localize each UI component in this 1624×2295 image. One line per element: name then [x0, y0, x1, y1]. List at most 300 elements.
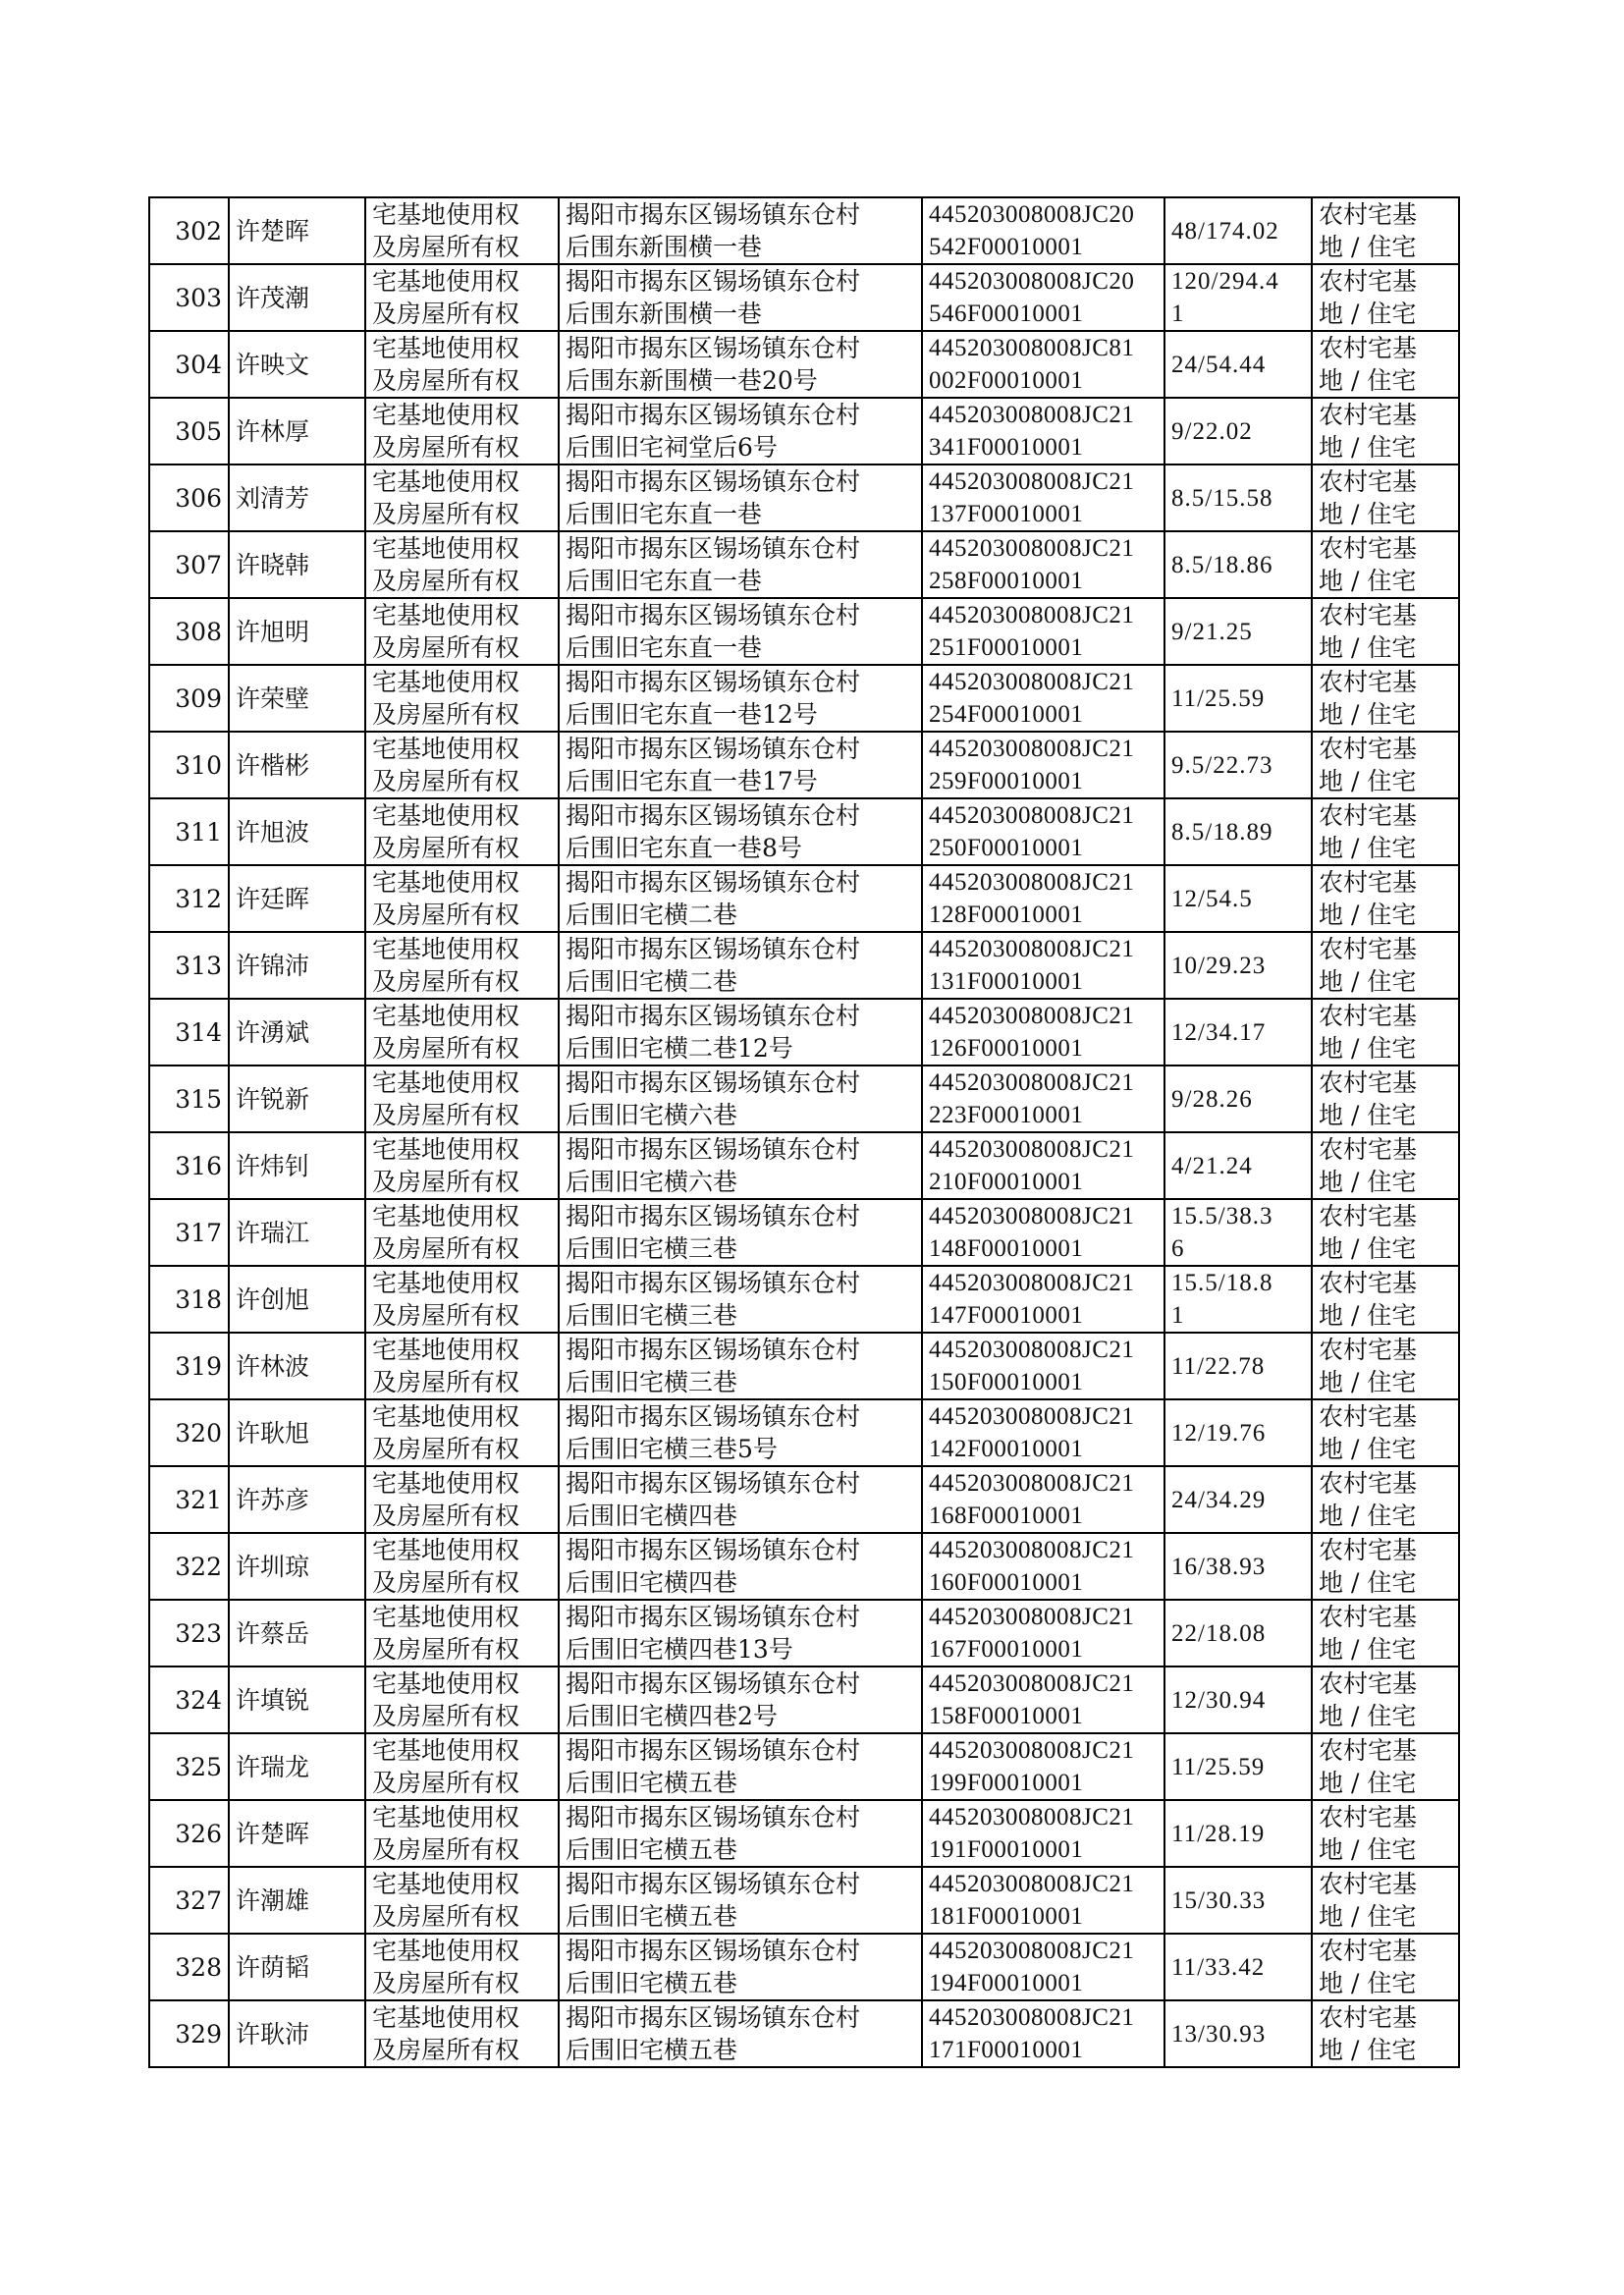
land-use-line: 地 / 住宅	[1319, 1101, 1417, 1129]
property-address	[559, 598, 922, 665]
property-address	[559, 1867, 922, 1934]
land-use-line: 地 / 住宅	[1319, 967, 1417, 996]
area-value	[1164, 197, 1312, 264]
area-value	[1164, 2000, 1312, 2067]
area-value-line: 11/33.42	[1171, 1953, 1266, 1981]
unit-code-line: 445203008008JC21	[929, 736, 1135, 762]
table-row	[149, 732, 1459, 798]
area-value-line: 6	[1171, 1235, 1185, 1262]
owner-name: 许林厚	[229, 398, 365, 464]
owner-name: 许潮雄	[229, 1867, 365, 1934]
row-number: 327	[149, 1867, 229, 1934]
table-row	[149, 197, 1459, 264]
property-address-line: 后围旧宅横三巷5号	[566, 1435, 778, 1463]
land-use-line: 地 / 住宅	[1319, 567, 1417, 595]
right-type-line: 及房屋所有权	[372, 1502, 520, 1530]
unit-code-line: 137F00010001	[929, 501, 1084, 527]
land-use	[1312, 1800, 1459, 1867]
unit-code-line: 160F00010001	[929, 1569, 1084, 1596]
area-value-line: 48/174.02	[1171, 217, 1279, 245]
land-use-line: 地 / 住宅	[1319, 1835, 1417, 1864]
land-use-line: 农村宅基	[1319, 1002, 1418, 1030]
area-value-line: 15/30.33	[1171, 1886, 1267, 1914]
right-type-line: 宅基地使用权	[372, 1536, 520, 1564]
land-use-line: 农村宅基	[1319, 1937, 1418, 1965]
property-address-line: 揭阳市揭东区锡场镇东仓村	[566, 1402, 861, 1431]
right-type	[365, 1800, 559, 1867]
area-value-line: 120/294.4	[1171, 268, 1279, 295]
right-type-line: 宅基地使用权	[372, 1469, 520, 1498]
table-row	[149, 798, 1459, 865]
right-type	[365, 531, 559, 598]
unit-code-line: 445203008008JC21	[929, 535, 1135, 562]
property-address-line: 揭阳市揭东区锡场镇东仓村	[566, 334, 861, 362]
unit-code-line: 445203008008JC21	[929, 1604, 1135, 1630]
area-value-line: 11/28.19	[1171, 1820, 1266, 1847]
property-address	[559, 1533, 922, 1600]
area-value	[1164, 531, 1312, 598]
property-address-line: 后围旧宅东直一巷12号	[566, 700, 818, 729]
property-address-line: 揭阳市揭东区锡场镇东仓村	[566, 534, 861, 563]
land-use	[1312, 1934, 1459, 2000]
unit-code-line: 445203008008JC21	[929, 1670, 1135, 1697]
right-type-line: 及房屋所有权	[372, 1769, 520, 1797]
land-use-line: 地 / 住宅	[1319, 767, 1417, 795]
area-value	[1164, 264, 1312, 331]
owner-name: 许旭明	[229, 598, 365, 665]
right-type-line: 宅基地使用权	[372, 601, 520, 629]
unit-code-line: 445203008008JC81	[929, 335, 1135, 361]
property-address-line: 后围旧宅横四巷2号	[566, 1702, 778, 1730]
unit-code-line: 445203008008JC21	[929, 1871, 1135, 1897]
right-type	[365, 999, 559, 1066]
land-use	[1312, 1533, 1459, 1600]
row-number: 310	[149, 732, 229, 798]
unit-code	[922, 1600, 1164, 1667]
area-value	[1164, 798, 1312, 865]
property-address	[559, 732, 922, 798]
property-address-line: 揭阳市揭东区锡场镇东仓村	[566, 1803, 861, 1831]
land-use-line: 农村宅基	[1319, 668, 1418, 696]
unit-code	[922, 331, 1164, 398]
owner-name: 许锦沛	[229, 932, 365, 999]
land-use-line: 农村宅基	[1319, 267, 1418, 296]
unit-code	[922, 1667, 1164, 1733]
unit-code-line: 128F00010001	[929, 902, 1084, 928]
property-address	[559, 1066, 922, 1132]
table-row	[149, 1600, 1459, 1667]
area-value-line: 24/54.44	[1171, 351, 1267, 378]
unit-code	[922, 1934, 1164, 2000]
property-address	[559, 1600, 922, 1667]
unit-code-line: 445203008008JC21	[929, 1337, 1135, 1363]
right-type	[365, 197, 559, 264]
property-address-line: 揭阳市揭东区锡场镇东仓村	[566, 1870, 861, 1898]
area-value	[1164, 665, 1312, 732]
right-type-line: 宅基地使用权	[372, 2003, 520, 2032]
owner-name: 许旭波	[229, 798, 365, 865]
land-use	[1312, 331, 1459, 398]
property-address-line: 揭阳市揭东区锡场镇东仓村	[566, 868, 861, 897]
right-type-line: 宅基地使用权	[372, 334, 520, 362]
unit-code-line: 250F00010001	[929, 835, 1084, 861]
unit-code-line: 199F00010001	[929, 1770, 1084, 1796]
right-type-line: 宅基地使用权	[372, 1870, 520, 1898]
unit-code-line: 445203008008JC20	[929, 268, 1135, 295]
property-address-line: 后围旧宅横四巷13号	[566, 1635, 793, 1664]
row-number: 321	[149, 1466, 229, 1533]
area-value	[1164, 1733, 1312, 1800]
unit-code	[922, 531, 1164, 598]
property-address-line: 揭阳市揭东区锡场镇东仓村	[566, 1736, 861, 1765]
unit-code-line: 445203008008JC21	[929, 1537, 1135, 1563]
right-type-line: 及房屋所有权	[372, 1234, 520, 1263]
right-type-line: 及房屋所有权	[372, 1568, 520, 1597]
row-number: 315	[149, 1066, 229, 1132]
area-value	[1164, 865, 1312, 932]
property-address-line: 后围旧宅东直一巷17号	[566, 767, 818, 795]
land-use-line: 农村宅基	[1319, 1269, 1418, 1297]
area-value-line: 12/30.94	[1171, 1686, 1267, 1714]
land-use	[1312, 1867, 1459, 1934]
right-type-line: 及房屋所有权	[372, 1702, 520, 1730]
right-type-line: 及房屋所有权	[372, 1101, 520, 1129]
unit-code-line: 147F00010001	[929, 1302, 1084, 1329]
land-use-line: 农村宅基	[1319, 935, 1418, 963]
right-type	[365, 732, 559, 798]
right-type-line: 及房屋所有权	[372, 500, 520, 528]
area-value-line: 15.5/18.8	[1171, 1270, 1273, 1296]
unit-code-line: 251F00010001	[929, 634, 1084, 661]
land-use-line: 地 / 住宅	[1319, 1635, 1417, 1664]
unit-code-line: 445203008008JC21	[929, 1003, 1135, 1029]
owner-name: 许圳琼	[229, 1533, 365, 1600]
owner-name: 许瑞江	[229, 1199, 365, 1266]
right-type-line: 及房屋所有权	[372, 433, 520, 462]
row-number: 302	[149, 197, 229, 264]
property-address-line: 揭阳市揭东区锡场镇东仓村	[566, 1068, 861, 1097]
right-type-line: 及房屋所有权	[372, 233, 520, 261]
unit-code	[922, 598, 1164, 665]
property-address-line: 后围东新围横一巷	[566, 300, 763, 328]
land-use-line: 地 / 住宅	[1319, 1902, 1417, 1931]
property-address	[559, 798, 922, 865]
property-address-line: 揭阳市揭东区锡场镇东仓村	[566, 935, 861, 963]
land-use-line: 地 / 住宅	[1319, 300, 1417, 328]
unit-code-line: 445203008008JC21	[929, 1938, 1135, 1964]
land-use-line: 地 / 住宅	[1319, 366, 1417, 395]
table-row	[149, 665, 1459, 732]
area-value	[1164, 1266, 1312, 1333]
table-row	[149, 1466, 1459, 1533]
unit-code	[922, 1533, 1164, 1600]
area-value-line: 9.5/22.73	[1171, 751, 1273, 779]
area-value	[1164, 1399, 1312, 1466]
right-type-line: 及房屋所有权	[372, 2036, 520, 2064]
owner-name: 许荫韬	[229, 1934, 365, 2000]
land-use	[1312, 732, 1459, 798]
area-value	[1164, 1466, 1312, 1533]
unit-code-line: 131F00010001	[929, 968, 1084, 995]
property-address-line: 揭阳市揭东区锡场镇东仓村	[566, 668, 861, 696]
property-address-line: 后围旧宅横三巷	[566, 1368, 738, 1396]
right-type-line: 及房屋所有权	[372, 834, 520, 862]
land-use-line: 地 / 住宅	[1319, 1168, 1417, 1196]
unit-code	[922, 932, 1164, 999]
right-type-line: 宅基地使用权	[372, 1002, 520, 1030]
right-type	[365, 1667, 559, 1733]
area-value	[1164, 1533, 1312, 1600]
property-address-line: 后围旧宅横五巷	[566, 2036, 738, 2064]
property-address-line: 揭阳市揭东区锡场镇东仓村	[566, 1937, 861, 1965]
owner-name: 许茂潮	[229, 264, 365, 331]
right-type-line: 宅基地使用权	[372, 1669, 520, 1698]
right-type-line: 及房屋所有权	[372, 1835, 520, 1864]
row-number: 306	[149, 464, 229, 531]
area-value	[1164, 398, 1312, 464]
right-type-line: 宅基地使用权	[372, 1336, 520, 1364]
right-type-line: 宅基地使用权	[372, 267, 520, 296]
unit-code	[922, 197, 1164, 264]
land-use	[1312, 1466, 1459, 1533]
land-use-line: 农村宅基	[1319, 401, 1418, 429]
area-value	[1164, 331, 1312, 398]
property-address-line: 后围旧宅横五巷	[566, 1969, 738, 1997]
right-type-line: 宅基地使用权	[372, 401, 520, 429]
property-address-line: 后围旧宅横二巷	[566, 901, 738, 929]
row-number: 328	[149, 1934, 229, 2000]
unit-code	[922, 999, 1164, 1066]
land-use-line: 地 / 住宅	[1319, 500, 1417, 528]
property-address-line: 揭阳市揭东区锡场镇东仓村	[566, 1603, 861, 1631]
right-type	[365, 2000, 559, 2067]
owner-name: 许楚晖	[229, 197, 365, 264]
right-type	[365, 1867, 559, 1934]
owner-name: 许苏彦	[229, 1466, 365, 1533]
unit-code	[922, 464, 1164, 531]
row-number: 308	[149, 598, 229, 665]
property-address-line: 揭阳市揭东区锡场镇东仓村	[566, 467, 861, 496]
land-use-line: 农村宅基	[1319, 1469, 1418, 1498]
area-value-line: 9/21.25	[1171, 618, 1253, 645]
unit-code	[922, 732, 1164, 798]
property-address-line: 揭阳市揭东区锡场镇东仓村	[566, 801, 861, 830]
table-row	[149, 1800, 1459, 1867]
unit-code-line: 194F00010001	[929, 1970, 1084, 1996]
unit-code-line: 445203008008JC21	[929, 936, 1135, 962]
unit-code-line: 445203008008JC20	[929, 201, 1135, 228]
land-use	[1312, 598, 1459, 665]
unit-code-line: 254F00010001	[929, 701, 1084, 728]
area-value	[1164, 1667, 1312, 1733]
area-value	[1164, 932, 1312, 999]
land-use-line: 地 / 住宅	[1319, 1568, 1417, 1597]
land-use-line: 农村宅基	[1319, 801, 1418, 830]
unit-code	[922, 1399, 1164, 1466]
owner-name: 许炜钊	[229, 1132, 365, 1199]
land-use	[1312, 1667, 1459, 1733]
unit-code-line: 126F00010001	[929, 1035, 1084, 1062]
right-type-line: 宅基地使用权	[372, 1269, 520, 1297]
table-row	[149, 1266, 1459, 1333]
owner-name: 许映文	[229, 331, 365, 398]
unit-code	[922, 398, 1164, 464]
area-value-line: 4/21.24	[1171, 1152, 1253, 1179]
row-number: 311	[149, 798, 229, 865]
property-address-line: 后围旧宅祠堂后6号	[566, 433, 778, 462]
land-use	[1312, 1600, 1459, 1667]
owner-name: 许林波	[229, 1333, 365, 1399]
unit-code-line: 148F00010001	[929, 1235, 1084, 1262]
area-value-line: 1	[1171, 301, 1185, 327]
unit-code-line: 445203008008JC21	[929, 869, 1135, 896]
property-address	[559, 1466, 922, 1533]
land-use-line: 农村宅基	[1319, 735, 1418, 763]
land-use	[1312, 932, 1459, 999]
property-address	[559, 1800, 922, 1867]
area-value	[1164, 1066, 1312, 1132]
land-use-line: 地 / 住宅	[1319, 1969, 1417, 1997]
property-address-line: 揭阳市揭东区锡场镇东仓村	[566, 1202, 861, 1230]
property-address-line: 后围旧宅东直一巷	[566, 633, 763, 662]
table-row	[149, 331, 1459, 398]
right-type-line: 宅基地使用权	[372, 1135, 520, 1164]
land-use-line: 地 / 住宅	[1319, 633, 1417, 662]
property-address	[559, 1733, 922, 1800]
right-type-line: 宅基地使用权	[372, 801, 520, 830]
unit-code-line: 445203008008JC21	[929, 669, 1135, 695]
right-type-line: 及房屋所有权	[372, 1635, 520, 1664]
row-number: 323	[149, 1600, 229, 1667]
unit-code	[922, 798, 1164, 865]
right-type	[365, 1132, 559, 1199]
owner-name: 许晓韩	[229, 531, 365, 598]
row-number: 319	[149, 1333, 229, 1399]
land-use-line: 地 / 住宅	[1319, 1502, 1417, 1530]
right-type	[365, 398, 559, 464]
land-use-line: 地 / 住宅	[1319, 433, 1417, 462]
table-row	[149, 398, 1459, 464]
right-type-line: 宅基地使用权	[372, 1603, 520, 1631]
right-type	[365, 331, 559, 398]
right-type-line: 及房屋所有权	[372, 567, 520, 595]
unit-code-line: 445203008008JC21	[929, 468, 1135, 495]
right-type	[365, 798, 559, 865]
land-use	[1312, 798, 1459, 865]
owner-name: 许耿旭	[229, 1399, 365, 1466]
property-address-line: 后围旧宅横五巷	[566, 1835, 738, 1864]
land-use-line: 农村宅基	[1319, 1068, 1418, 1097]
property-address-line: 揭阳市揭东区锡场镇东仓村	[566, 1002, 861, 1030]
right-type-line: 宅基地使用权	[372, 1937, 520, 1965]
unit-code-line: 445203008008JC21	[929, 1737, 1135, 1764]
unit-code	[922, 264, 1164, 331]
property-address-line: 后围旧宅横五巷	[566, 1769, 738, 1797]
unit-code-line: 210F00010001	[929, 1169, 1084, 1195]
property-address-line: 揭阳市揭东区锡场镇东仓村	[566, 1135, 861, 1164]
property-address	[559, 1132, 922, 1199]
land-use-line: 地 / 住宅	[1319, 901, 1417, 929]
row-number: 314	[149, 999, 229, 1066]
property-address-line: 后围旧宅横三巷	[566, 1234, 738, 1263]
property-address-line: 揭阳市揭东区锡场镇东仓村	[566, 1469, 861, 1498]
property-address	[559, 865, 922, 932]
unit-code-line: 167F00010001	[929, 1636, 1084, 1663]
area-value	[1164, 1333, 1312, 1399]
unit-code-line: 223F00010001	[929, 1102, 1084, 1128]
land-use	[1312, 1132, 1459, 1199]
area-value-line: 9/28.26	[1171, 1085, 1253, 1113]
property-address	[559, 932, 922, 999]
property-address-line: 后围旧宅东直一巷	[566, 567, 763, 595]
land-use-line: 农村宅基	[1319, 200, 1418, 229]
area-value-line: 8.5/18.86	[1171, 551, 1273, 578]
right-type-line: 及房屋所有权	[372, 901, 520, 929]
land-use-line: 地 / 住宅	[1319, 1301, 1417, 1330]
unit-code	[922, 1867, 1164, 1934]
property-address	[559, 398, 922, 464]
row-number: 318	[149, 1266, 229, 1333]
right-type-line: 及房屋所有权	[372, 633, 520, 662]
table-row	[149, 1533, 1459, 1600]
land-use	[1312, 665, 1459, 732]
right-type	[365, 1733, 559, 1800]
land-use	[1312, 1333, 1459, 1399]
land-use	[1312, 1733, 1459, 1800]
owner-name: 许耿沛	[229, 2000, 365, 2067]
unit-code	[922, 665, 1164, 732]
table-row	[149, 598, 1459, 665]
table-row	[149, 1667, 1459, 1733]
row-number: 324	[149, 1667, 229, 1733]
unit-code-line: 445203008008JC21	[929, 1270, 1135, 1296]
area-value	[1164, 1867, 1312, 1934]
row-number: 307	[149, 531, 229, 598]
land-use	[1312, 264, 1459, 331]
property-address-line: 后围旧宅横三巷	[566, 1301, 738, 1330]
table-row	[149, 1733, 1459, 1800]
property-address-line: 揭阳市揭东区锡场镇东仓村	[566, 267, 861, 296]
unit-code-line: 445203008008JC21	[929, 1136, 1135, 1163]
right-type-line: 宅基地使用权	[372, 1202, 520, 1230]
owner-name: 许蔡岳	[229, 1600, 365, 1667]
unit-code-line: 445203008008JC21	[929, 2004, 1135, 2031]
property-address	[559, 264, 922, 331]
owner-name: 许填锐	[229, 1667, 365, 1733]
right-type	[365, 1199, 559, 1266]
property-address-line: 后围旧宅横四巷	[566, 1502, 738, 1530]
right-type-line: 及房屋所有权	[372, 1368, 520, 1396]
land-use	[1312, 398, 1459, 464]
property-address	[559, 1266, 922, 1333]
land-use	[1312, 197, 1459, 264]
land-use	[1312, 531, 1459, 598]
right-type-line: 及房屋所有权	[372, 967, 520, 996]
property-address	[559, 1333, 922, 1399]
property-address	[559, 531, 922, 598]
land-use-line: 农村宅基	[1319, 334, 1418, 362]
land-use-line: 农村宅基	[1319, 1803, 1418, 1831]
owner-name: 许瑞龙	[229, 1733, 365, 1800]
land-use-line: 农村宅基	[1319, 1135, 1418, 1164]
land-use-line: 农村宅基	[1319, 601, 1418, 629]
area-value-line: 12/54.5	[1171, 885, 1253, 912]
property-address-line: 后围旧宅东直一巷8号	[566, 834, 802, 862]
table-row	[149, 1399, 1459, 1466]
right-type-line: 宅基地使用权	[372, 200, 520, 229]
property-address-line: 揭阳市揭东区锡场镇东仓村	[566, 1669, 861, 1698]
right-type-line: 宅基地使用权	[372, 534, 520, 563]
